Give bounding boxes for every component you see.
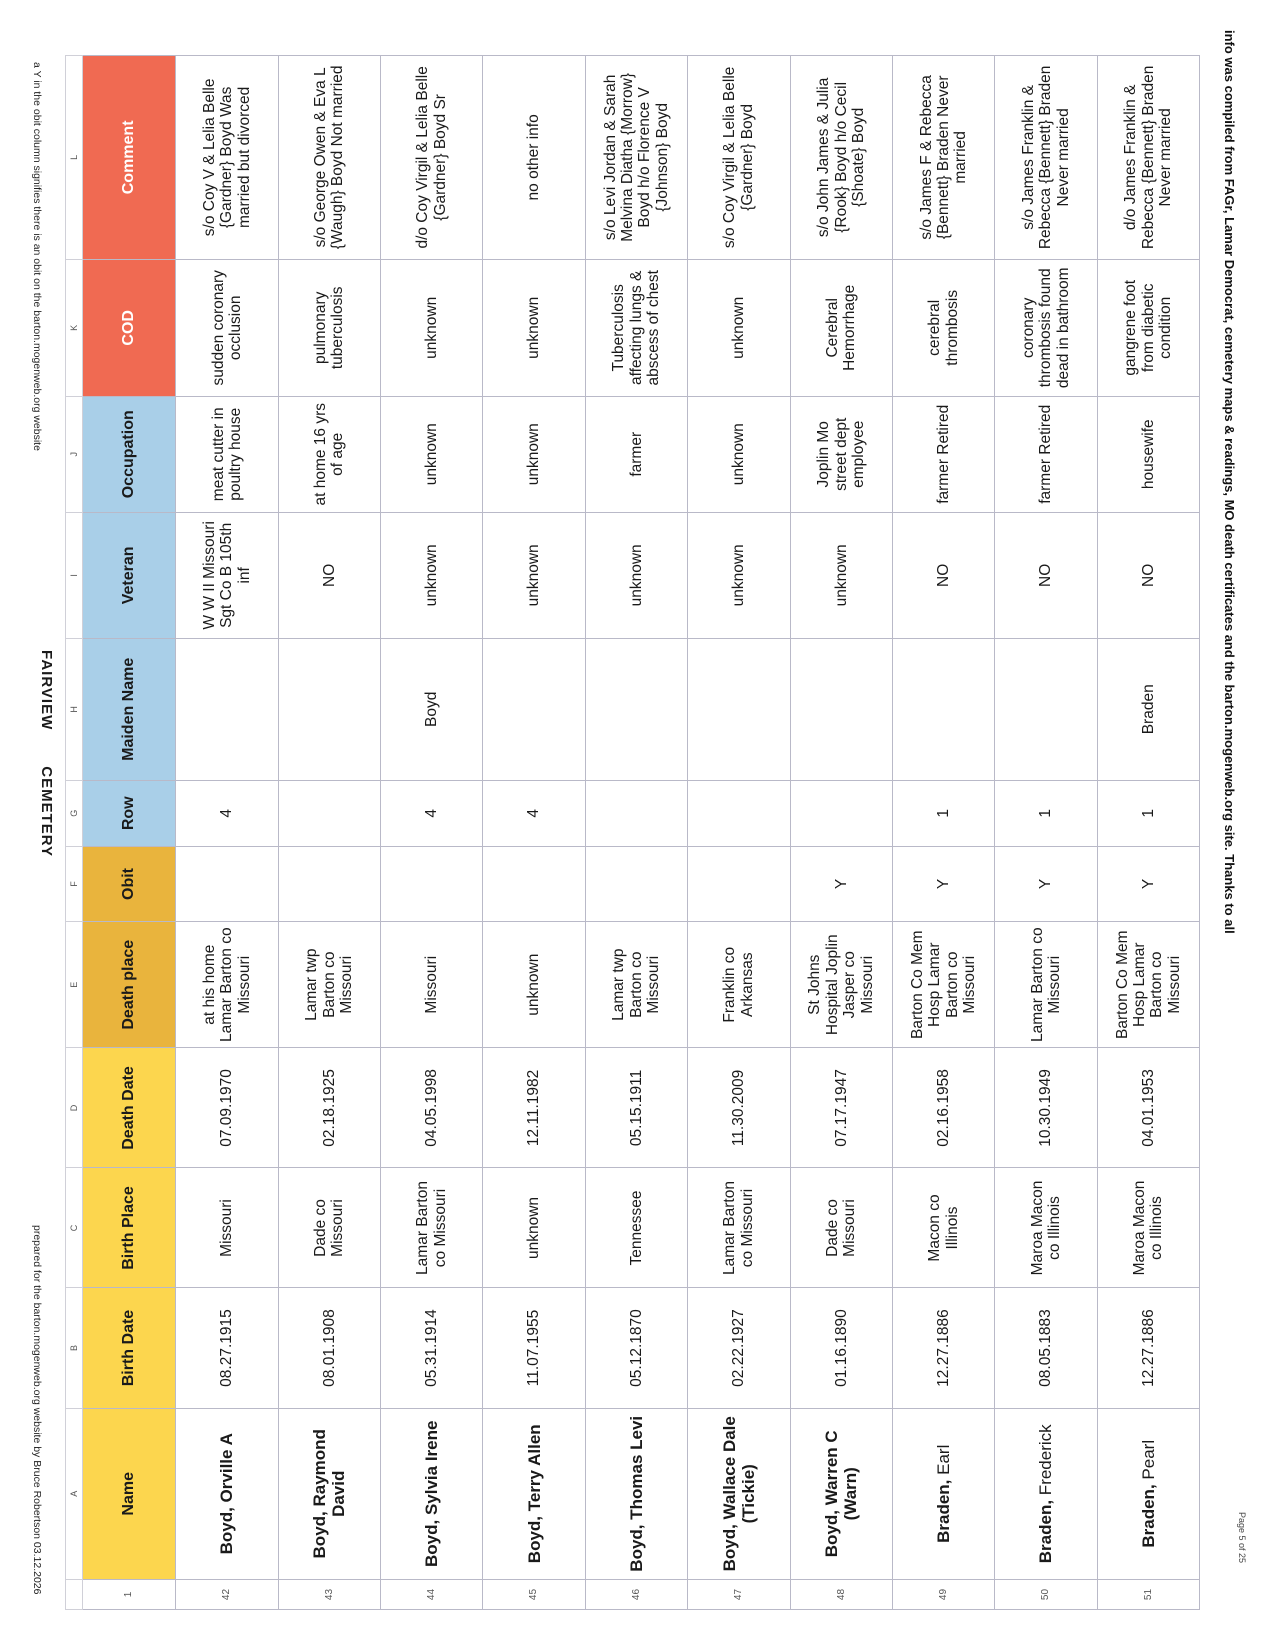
cell-birth-place: Missouri: [176, 1168, 278, 1288]
cell-veteran: unknown: [790, 512, 892, 638]
header-birth-date: Birth Date: [82, 1288, 175, 1408]
prepared-by: prepared for the barton.mogenweb.org website by Bruce Robertson 03.12.2026: [31, 1225, 43, 1595]
surname: Braden,: [1036, 1499, 1056, 1564]
header-name: Name: [82, 1408, 175, 1579]
cell-birth-place: Maroa Macon co Illinois: [1097, 1168, 1199, 1288]
cell-death-date: 02.16.1958: [892, 1048, 994, 1168]
cell-row: [585, 780, 687, 846]
cell-death-date: 10.30.1949: [995, 1048, 1097, 1168]
cell-occupation: farmer: [585, 396, 687, 512]
surname: Boyd, Thomas Levi: [626, 1415, 646, 1572]
cell-cod: Tuberculosis affecting lungs & abscess of chest: [585, 259, 687, 396]
cell-death-place: unknown: [483, 921, 585, 1047]
cell-cod: unknown: [483, 259, 585, 396]
cell-veteran: NO: [1097, 512, 1199, 638]
given-name: Earl: [934, 1444, 954, 1475]
given-name: Frederick: [1036, 1424, 1056, 1496]
cell-death-place: St Johns Hospital Joplin Jasper co Missouri: [790, 921, 892, 1047]
cell-birth-place: Tennessee: [585, 1168, 687, 1288]
cemetery-table: [65, 55, 1200, 1610]
cell-occupation: unknown: [688, 396, 790, 512]
header-cod: COD: [82, 259, 175, 396]
corner-cell: [66, 1580, 83, 1610]
surname: Braden,: [934, 1479, 954, 1543]
cell-birth-place: Macon co Illinois: [892, 1168, 994, 1288]
cell-occupation: housewife: [1097, 396, 1199, 512]
col-letter: F: [66, 846, 83, 921]
cell-cod: gangrene foot from diabetic condition: [1097, 259, 1199, 396]
header-occupation: Occupation: [82, 396, 175, 512]
cell-comment: s/o Coy Virgil & Lelia Belle {Gardner} Boyd: [688, 56, 790, 260]
cell-comment: no other info: [483, 56, 585, 260]
cell-name: [1097, 1408, 1199, 1579]
cell-row: 4: [483, 780, 585, 846]
cell-maiden: [278, 639, 380, 780]
cell-comment: s/o Levi Jordan & Sarah Melvina Diatha {Morrow} Boyd h/o Florence V {Johnson} Boyd: [585, 56, 687, 260]
row-number: 44: [381, 1580, 483, 1610]
sources-footer: info was compiled from FAGr, Lamar Democrat, cemetery maps & readings, MO death certificates and the barton.mogenweb.org site. Thanks to all: [1222, 30, 1237, 934]
cell-maiden: [585, 639, 687, 780]
cell-death-place: Missouri: [381, 921, 483, 1047]
cell-name: [585, 1408, 687, 1579]
table-row: [176, 56, 278, 1610]
cell-veteran: unknown: [381, 512, 483, 638]
cell-veteran: NO: [995, 512, 1097, 638]
cell-occupation: Joplin Mo street dept employee: [790, 396, 892, 512]
cell-birth-date: 08.01.1908: [278, 1288, 380, 1408]
table-row: [892, 56, 994, 1610]
col-letter: J: [66, 396, 83, 512]
cell-obit: Y: [892, 846, 994, 921]
cell-death-place: Barton Co Mem Hosp Lamar Barton co Missouri: [1097, 921, 1199, 1047]
cell-death-place: at his home Lamar Barton co Missouri: [176, 921, 278, 1047]
header-obit: Obit: [82, 846, 175, 921]
cell-birth-place: Lamar Barton co Missouri: [381, 1168, 483, 1288]
cell-obit: [483, 846, 585, 921]
cell-birth-date: 05.31.1914: [381, 1288, 483, 1408]
cell-name: [176, 1408, 278, 1579]
row-number: 45: [483, 1580, 585, 1610]
cell-comment: s/o Coy V & Lelia Belle {Gardner} Boyd Was married but divorced: [176, 56, 278, 260]
row-number: 46: [585, 1580, 687, 1610]
cell-comment: s/o James Franklin & Rebecca {Bennett} Braden Never married: [995, 56, 1097, 260]
cell-name: [381, 1408, 483, 1579]
cell-maiden: [892, 639, 994, 780]
cell-name: [790, 1408, 892, 1579]
cell-death-date: 05.15.1911: [585, 1048, 687, 1168]
cell-cod: Cerebral Hemorrhage: [790, 259, 892, 396]
cell-comment: s/o James F & Rebecca {Bennett} Braden Never married: [892, 56, 994, 260]
cell-occupation: unknown: [381, 396, 483, 512]
col-letter: B: [66, 1288, 83, 1408]
page-number: Page 5 of 25: [1237, 1512, 1247, 1564]
cell-cod: sudden coronary occlusion: [176, 259, 278, 396]
cell-maiden: [688, 639, 790, 780]
cell-birth-date: 08.05.1883: [995, 1288, 1097, 1408]
cell-maiden: Boyd: [381, 639, 483, 780]
cell-birth-place: Lamar Barton co Missouri: [688, 1168, 790, 1288]
title-word-2: CEMETERY: [38, 766, 55, 858]
cell-birth-date: 12.27.1886: [892, 1288, 994, 1408]
cell-cod: pulmonary tuberculosis: [278, 259, 380, 396]
cell-death-place: Franklin co Arkansas: [688, 921, 790, 1047]
cell-maiden: Braden: [1097, 639, 1199, 780]
cell-cod: unknown: [688, 259, 790, 396]
header-row: [82, 56, 175, 1610]
cell-cod: cerebral thrombosis: [892, 259, 994, 396]
cell-comment: s/o George Owen & Eva L {Waugh} Boyd Not married: [278, 56, 380, 260]
col-letter: A: [66, 1408, 83, 1579]
cell-cod: coronary thrombosis found dead in bathroom: [995, 259, 1097, 396]
table-row: [585, 56, 687, 1610]
cell-birth-date: 05.12.1870: [585, 1288, 687, 1408]
cell-veteran: NO: [892, 512, 994, 638]
cell-death-date: 11.30.2009: [688, 1048, 790, 1168]
cell-birth-date: 01.16.1890: [790, 1288, 892, 1408]
cell-death-date: 07.17.1947: [790, 1048, 892, 1168]
row-number: 47: [688, 1580, 790, 1610]
cell-birth-date: 08.27.1915: [176, 1288, 278, 1408]
cell-maiden: [995, 639, 1097, 780]
cell-row: 1: [892, 780, 994, 846]
cell-comment: d/o Coy Virgil & Lelia Belle {Gardner} Boyd Sr: [381, 56, 483, 260]
cell-occupation: farmer Retired: [995, 396, 1097, 512]
cell-obit: [381, 846, 483, 921]
cell-row: [278, 780, 380, 846]
cell-death-date: 04.01.1953: [1097, 1048, 1199, 1168]
cell-row: [688, 780, 790, 846]
cell-occupation: unknown: [483, 396, 585, 512]
surname: Boyd, Sylvia Irene: [422, 1420, 442, 1567]
cell-occupation: farmer Retired: [892, 396, 994, 512]
cell-row: 1: [1097, 780, 1199, 846]
cell-death-date: 07.09.1970: [176, 1048, 278, 1168]
header-row-number: 1: [82, 1580, 175, 1610]
header-death-date: Death Date: [82, 1048, 175, 1168]
cell-veteran: unknown: [585, 512, 687, 638]
header-veteran: Veteran: [82, 512, 175, 638]
cell-maiden: [483, 639, 585, 780]
cell-birth-place: Maroa Macon co Illinois: [995, 1168, 1097, 1288]
cell-veteran: unknown: [483, 512, 585, 638]
row-number: 51: [1097, 1580, 1199, 1610]
title-word-1: FAIRVIEW: [38, 650, 55, 731]
cell-cod: unknown: [381, 259, 483, 396]
cell-birth-place: unknown: [483, 1168, 585, 1288]
cell-birth-date: 12.27.1886: [1097, 1288, 1199, 1408]
cell-name: [995, 1408, 1097, 1579]
cell-birth-date: 11.07.1955: [483, 1288, 585, 1408]
surname: Boyd, Orville A: [217, 1433, 237, 1555]
col-letter: K: [66, 259, 83, 396]
cell-obit: [688, 846, 790, 921]
col-letter: H: [66, 639, 83, 780]
table-row: [790, 56, 892, 1610]
cell-obit: [585, 846, 687, 921]
cell-veteran: W W II Missouri Sgt Co B 105th inf: [176, 512, 278, 638]
obit-note: a Y in the obit column signifies there is an obit on the barton.mogenweb.org website: [31, 62, 43, 451]
header-birth-place: Birth Place: [82, 1168, 175, 1288]
table-row: [278, 56, 380, 1610]
col-letter: C: [66, 1168, 83, 1288]
header-death-place: Death place: [82, 921, 175, 1047]
surname: Boyd, Warren C (Warn): [822, 1430, 861, 1558]
cell-maiden: [176, 639, 278, 780]
row-number: 42: [176, 1580, 278, 1610]
surname: Boyd, Raymond David: [310, 1429, 349, 1559]
cell-death-place: Lamar twp Barton co Missouri: [585, 921, 687, 1047]
cell-obit: Y: [1097, 846, 1199, 921]
given-name: Pearl: [1138, 1439, 1158, 1480]
header-comment: Comment: [82, 56, 175, 260]
cell-name: [892, 1408, 994, 1579]
table-row: [688, 56, 790, 1610]
cell-row: 4: [381, 780, 483, 846]
cell-row: [790, 780, 892, 846]
column-letters-row: [66, 56, 83, 1610]
table-row: [483, 56, 585, 1610]
surname: Boyd, Wallace Dale (Tickie): [719, 1416, 758, 1572]
col-letter: E: [66, 921, 83, 1047]
cell-maiden: [790, 639, 892, 780]
cell-occupation: at home 16 yrs of age: [278, 396, 380, 512]
header-maiden-name: Maiden Name: [82, 639, 175, 780]
cell-birth-place: Dade co Missouri: [278, 1168, 380, 1288]
cell-comment: s/o John James & Julia {Rook} Boyd h/o Cecil {Shoate} Boyd: [790, 56, 892, 260]
cell-death-place: Lamar twp Barton co Missouri: [278, 921, 380, 1047]
cell-obit: Y: [790, 846, 892, 921]
col-letter: G: [66, 780, 83, 846]
row-number: 50: [995, 1580, 1097, 1610]
row-number: 48: [790, 1580, 892, 1610]
surname: Braden,: [1138, 1484, 1158, 1548]
cell-name: [688, 1408, 790, 1579]
table-row: [995, 56, 1097, 1610]
col-letter: L: [66, 56, 83, 260]
cell-row: 4: [176, 780, 278, 846]
page-title: [38, 650, 55, 893]
col-letter: I: [66, 512, 83, 638]
cell-birth-date: 02.22.1927: [688, 1288, 790, 1408]
cell-obit: [278, 846, 380, 921]
cell-name: [483, 1408, 585, 1579]
cell-occupation: meat cutter in poultry house: [176, 396, 278, 512]
cell-birth-place: Dade co Missouri: [790, 1168, 892, 1288]
cell-obit: Y: [995, 846, 1097, 921]
cell-veteran: NO: [278, 512, 380, 638]
cell-death-date: 04.05.1998: [381, 1048, 483, 1168]
cell-death-place: Barton Co Mem Hosp Lamar Barton co Missouri: [892, 921, 994, 1047]
table-row: [1097, 56, 1199, 1610]
surname: Boyd, Terry Allen: [524, 1424, 544, 1564]
header-row: Row: [82, 780, 175, 846]
col-letter: D: [66, 1048, 83, 1168]
cell-veteran: unknown: [688, 512, 790, 638]
cell-death-date: 12.11.1982: [483, 1048, 585, 1168]
cell-death-date: 02.18.1925: [278, 1048, 380, 1168]
cell-name: [278, 1408, 380, 1579]
cell-death-place: Lamar Barton co Missouri: [995, 921, 1097, 1047]
row-number: 49: [892, 1580, 994, 1610]
cell-row: 1: [995, 780, 1097, 846]
row-number: 43: [278, 1580, 380, 1610]
table-row: [381, 56, 483, 1610]
cell-obit: [176, 846, 278, 921]
cell-comment: d/o James Franklin & Rebecca {Bennett} Braden Never married: [1097, 56, 1199, 260]
